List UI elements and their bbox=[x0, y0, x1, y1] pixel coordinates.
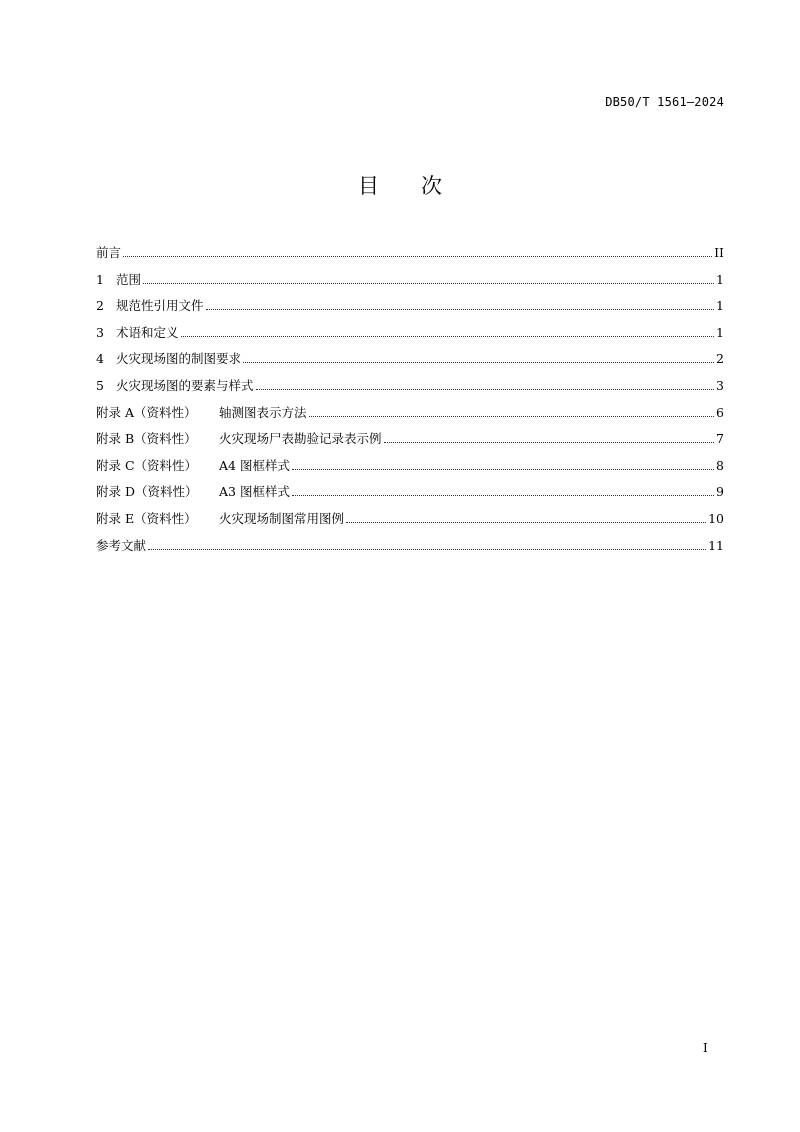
toc-dot-leader bbox=[123, 256, 712, 257]
toc-entry-label: 火灾现场制图常用图例 bbox=[219, 510, 345, 526]
toc-entry-number: 4 bbox=[96, 351, 104, 367]
toc-entry[interactable] bbox=[96, 349, 724, 376]
toc-entry[interactable] bbox=[96, 509, 724, 536]
toc-entry-label: 术语和定义 bbox=[116, 324, 179, 340]
toc-dot-leader bbox=[309, 416, 715, 417]
toc-dot-leader bbox=[292, 469, 714, 470]
toc-dot-leader bbox=[148, 549, 706, 550]
toc-entry-label: 火灾现场图的制图要求 bbox=[116, 351, 242, 367]
toc-entry[interactable] bbox=[96, 323, 724, 350]
toc-entry-page: 3 bbox=[716, 377, 724, 393]
toc-entry-page: 1 bbox=[716, 324, 724, 340]
document-code: DB50/T 1561—2024 bbox=[605, 95, 724, 109]
toc-entry-number: 5 bbox=[96, 377, 104, 393]
toc-entry-page: 1 bbox=[716, 298, 724, 314]
toc-entry-label: 前言 bbox=[96, 245, 122, 260]
toc-entry[interactable] bbox=[96, 456, 724, 483]
toc-dot-leader bbox=[243, 362, 714, 363]
toc-entry-label: 规范性引用文件 bbox=[116, 298, 204, 314]
toc-entry-number: 1 bbox=[96, 271, 104, 287]
toc-entry-label: A4 图框样式 bbox=[219, 457, 290, 473]
toc-entry-label: 火灾现场图的要素与样式 bbox=[116, 377, 254, 393]
toc-entry-page: 11 bbox=[708, 537, 724, 553]
toc-entry-page: 9 bbox=[716, 484, 724, 500]
toc-entry[interactable] bbox=[96, 243, 724, 270]
toc-entry-label: A3 图框样式 bbox=[219, 484, 290, 500]
page-number: I bbox=[703, 1041, 708, 1055]
toc-entry-appendix-prefix: 附录 C（资料性） bbox=[96, 457, 198, 473]
toc-dot-leader bbox=[143, 283, 714, 284]
toc-dot-leader bbox=[384, 442, 715, 443]
toc-entry[interactable] bbox=[96, 296, 724, 323]
toc-entry-page: 6 bbox=[716, 404, 724, 420]
toc-entry-number: 2 bbox=[96, 298, 104, 314]
toc-entry[interactable] bbox=[96, 403, 724, 430]
toc-entry-page: 10 bbox=[708, 510, 724, 526]
toc-entry-appendix-prefix: 附录 A（资料性） bbox=[96, 404, 197, 420]
toc-dot-leader bbox=[346, 522, 706, 523]
toc-entry[interactable] bbox=[96, 482, 724, 509]
toc-dot-leader bbox=[292, 495, 714, 496]
toc-entry-label: 参考文献 bbox=[96, 537, 147, 553]
toc-entry-page: II bbox=[714, 245, 724, 260]
toc-dot-leader bbox=[256, 389, 715, 390]
toc-entry-page: 1 bbox=[716, 271, 724, 287]
toc-entry-page: 8 bbox=[716, 457, 724, 473]
toc-entry-page: 7 bbox=[716, 431, 724, 447]
toc-entry[interactable] bbox=[96, 376, 724, 403]
table-of-contents bbox=[96, 243, 724, 562]
toc-entry-appendix-prefix: 附录 B（资料性） bbox=[96, 431, 197, 447]
toc-dot-leader bbox=[206, 309, 715, 310]
toc-entry-number: 3 bbox=[96, 324, 104, 340]
toc-entry[interactable] bbox=[96, 536, 724, 563]
toc-entry-appendix-prefix: 附录 E（资料性） bbox=[96, 510, 197, 526]
toc-entry-label: 火灾现场尸表勘验记录表示例 bbox=[219, 431, 382, 447]
toc-entry-page: 2 bbox=[716, 351, 724, 367]
page-title: 目次 bbox=[358, 174, 484, 198]
toc-entry[interactable] bbox=[96, 270, 724, 297]
toc-entry-label: 范围 bbox=[116, 271, 142, 287]
toc-dot-leader bbox=[181, 336, 715, 337]
toc-entry-appendix-prefix: 附录 D（资料性） bbox=[96, 484, 198, 500]
toc-entry[interactable] bbox=[96, 429, 724, 456]
toc-entry-label: 轴测图表示方法 bbox=[219, 404, 307, 420]
